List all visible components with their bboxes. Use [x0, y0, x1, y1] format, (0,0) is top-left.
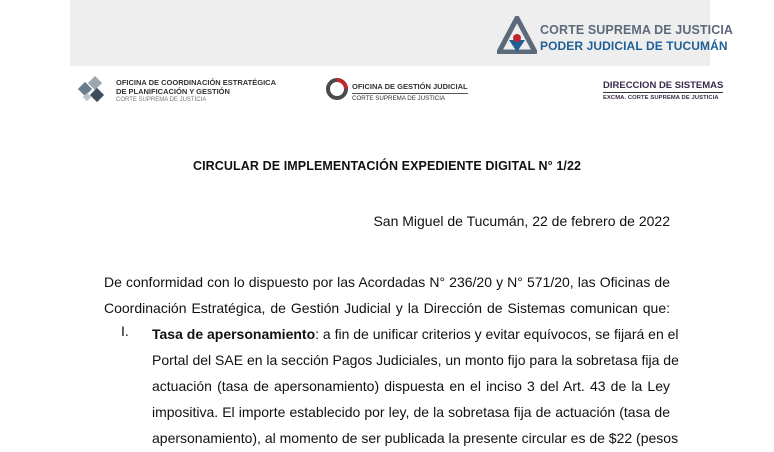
institution-line1: CORTE SUPREMA DE JUSTICIA	[540, 23, 734, 37]
ocepg-logo-text	[116, 78, 276, 105]
intro-line2: Coordinación Estratégica, de Gestión Judicial y la Dirección de Sistemas comunican que:	[104, 300, 670, 316]
ocepg-line2: DE PLANIFICACIÓN Y GESTIÓN	[116, 87, 230, 96]
ogj-line1: OFICINA DE GESTIÓN JUDICIAL	[352, 82, 468, 94]
item-line2: Portal del SAE en la sección Pagos Judiciales, un monto fijo para la sobretasa fija de	[152, 352, 679, 368]
item-line1	[152, 321, 679, 347]
ocepg-puzzle-logo-icon	[78, 76, 110, 106]
ocepg-line1: OFICINA DE COORDINACIÓN ESTRATÉGICA	[116, 78, 277, 87]
sistemas-line1: DIRECCION DE SISTEMAS	[603, 80, 724, 91]
institution-name	[540, 22, 733, 54]
list-marker: I.	[121, 323, 129, 339]
corte-suprema-logo-icon	[497, 16, 537, 54]
item-lead: Tasa de apersonamiento	[152, 326, 316, 342]
place-date: San Miguel de Tucumán, 22 de febrero de 2022	[373, 213, 670, 229]
ogj-logo-text	[352, 82, 468, 104]
item-line1-rest: : a fin de unificar criterios y evitar equívocos, se fijará en el	[315, 326, 679, 342]
ogj-line2: CORTE SUPREMA DE JUSTICIA	[352, 95, 446, 102]
office-logos-row	[0, 70, 774, 110]
document-title: CIRCULAR DE IMPLEMENTACIÓN EXPEDIENTE DIGITAL N° 1/22	[192, 159, 582, 173]
sistemas-line2: EXCMA. CORTE SUPREMA DE JUSTICIA	[603, 95, 719, 101]
item-line5: apersonamiento), al momento de ser publicada la presente circular es de $22 (pesos	[152, 430, 679, 446]
ocepg-line3: CORTE SUPREMA DE JUSTICIA	[116, 97, 207, 103]
item-line3: actuación (tasa de apersonamiento) dispuesta en el inciso 3 del Art. 43 de la Ley	[152, 378, 670, 394]
intro-paragraph	[104, 269, 670, 321]
intro-line1: De conformidad con lo dispuesto por las Acordadas N° 236/20 y N° 571/20, las Oficinas de	[104, 274, 670, 290]
list-item	[152, 321, 679, 451]
institution-line2: PODER JUDICIAL DE TUCUMÁN	[540, 39, 728, 53]
item-line4: impositiva. El importe establecido por ley, de la sobretasa fija de actuación (tasa de	[152, 404, 670, 420]
ogj-ring-logo-icon	[325, 77, 349, 101]
sistemas-logo-text	[603, 80, 723, 104]
